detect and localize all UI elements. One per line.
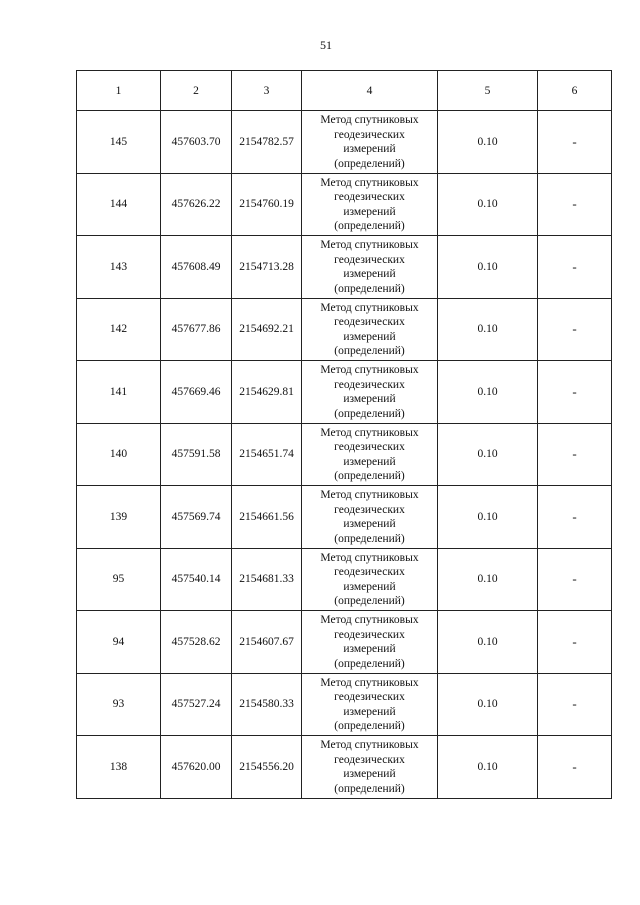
accuracy-cell: 0.10 xyxy=(438,111,538,174)
method-cell xyxy=(302,423,438,486)
x-coordinate-cell: 457527.24 xyxy=(161,673,232,736)
page-number: 51 xyxy=(320,38,332,52)
x-coordinate-cell: 457669.46 xyxy=(161,361,232,424)
method-line: измерений xyxy=(343,330,396,343)
y-coordinate-cell: 2154629.81 xyxy=(232,361,302,424)
table-row xyxy=(77,736,612,799)
note-cell: - xyxy=(538,423,612,486)
x-coordinate-cell: 457528.62 xyxy=(161,611,232,674)
y-coordinate-cell: 2154580.33 xyxy=(232,673,302,736)
point-number-cell: 95 xyxy=(77,548,161,611)
x-coordinate-cell: 457608.49 xyxy=(161,236,232,299)
y-coordinate-cell: 2154556.20 xyxy=(232,736,302,799)
method-line: измерений xyxy=(343,643,396,656)
column-header: 4 xyxy=(302,71,438,111)
method-line: (определений) xyxy=(334,720,405,733)
column-header: 3 xyxy=(232,71,302,111)
method-cell xyxy=(302,298,438,361)
method-line: (определений) xyxy=(334,657,405,670)
method-line: геодезических xyxy=(334,316,405,329)
y-coordinate-cell: 2154713.28 xyxy=(232,236,302,299)
y-coordinate-cell: 2154661.56 xyxy=(232,486,302,549)
point-number-cell: 144 xyxy=(77,173,161,236)
method-line: Метод спутниковых xyxy=(320,676,419,689)
x-coordinate-cell: 457540.14 xyxy=(161,548,232,611)
method-line: измерений xyxy=(343,768,396,781)
note-cell: - xyxy=(538,361,612,424)
table-row xyxy=(77,548,612,611)
point-number-cell: 93 xyxy=(77,673,161,736)
table-row xyxy=(77,673,612,736)
accuracy-cell: 0.10 xyxy=(438,486,538,549)
method-line: (определений) xyxy=(334,532,405,545)
point-number-cell: 142 xyxy=(77,298,161,361)
method-line: геодезических xyxy=(334,503,405,516)
accuracy-cell: 0.10 xyxy=(438,736,538,799)
accuracy-cell: 0.10 xyxy=(438,423,538,486)
note-cell: - xyxy=(538,236,612,299)
table-row xyxy=(77,236,612,299)
method-line: Метод спутниковых xyxy=(320,114,419,127)
method-line: измерений xyxy=(343,268,396,281)
y-coordinate-cell: 2154782.57 xyxy=(232,111,302,174)
point-number-cell: 141 xyxy=(77,361,161,424)
method-line: (определений) xyxy=(334,345,405,358)
point-number-cell: 145 xyxy=(77,111,161,174)
method-line: (определений) xyxy=(334,282,405,295)
note-cell: - xyxy=(538,486,612,549)
method-cell xyxy=(302,486,438,549)
y-coordinate-cell: 2154681.33 xyxy=(232,548,302,611)
x-coordinate-cell: 457591.58 xyxy=(161,423,232,486)
method-line: геодезических xyxy=(334,191,405,204)
method-line: Метод спутниковых xyxy=(320,739,419,752)
method-cell xyxy=(302,361,438,424)
method-line: измерений xyxy=(343,580,396,593)
note-cell: - xyxy=(538,736,612,799)
x-coordinate-cell: 457620.00 xyxy=(161,736,232,799)
method-line: (определений) xyxy=(334,470,405,483)
y-coordinate-cell: 2154760.19 xyxy=(232,173,302,236)
note-cell: - xyxy=(538,111,612,174)
x-coordinate-cell: 457626.22 xyxy=(161,173,232,236)
column-header: 5 xyxy=(438,71,538,111)
method-line: измерений xyxy=(343,205,396,218)
table-row xyxy=(77,173,612,236)
method-cell xyxy=(302,548,438,611)
y-coordinate-cell: 2154651.74 xyxy=(232,423,302,486)
method-line: Метод спутниковых xyxy=(320,426,419,439)
y-coordinate-cell: 2154692.21 xyxy=(232,298,302,361)
table-row xyxy=(77,486,612,549)
point-number-cell: 140 xyxy=(77,423,161,486)
method-line: (определений) xyxy=(334,782,405,795)
method-cell xyxy=(302,673,438,736)
column-header: 6 xyxy=(538,71,612,111)
note-cell: - xyxy=(538,673,612,736)
method-line: (определений) xyxy=(334,157,405,170)
method-line: геодезических xyxy=(334,753,405,766)
method-line: измерений xyxy=(343,705,396,718)
method-line: измерений xyxy=(343,393,396,406)
column-header: 1 xyxy=(77,71,161,111)
table-body xyxy=(77,111,612,799)
accuracy-cell: 0.10 xyxy=(438,548,538,611)
x-coordinate-cell: 457677.86 xyxy=(161,298,232,361)
accuracy-cell: 0.10 xyxy=(438,236,538,299)
method-line: Метод спутниковых xyxy=(320,614,419,627)
table-row xyxy=(77,423,612,486)
method-line: (определений) xyxy=(334,220,405,233)
table-row xyxy=(77,361,612,424)
method-line: геодезических xyxy=(334,628,405,641)
table-row xyxy=(77,611,612,674)
note-cell: - xyxy=(538,611,612,674)
table-header-row xyxy=(77,71,612,111)
method-line: геодезических xyxy=(334,566,405,579)
method-cell xyxy=(302,611,438,674)
coordinates-table xyxy=(76,70,612,799)
method-line: геодезических xyxy=(334,378,405,391)
method-line: геодезических xyxy=(334,691,405,704)
method-cell xyxy=(302,236,438,299)
method-cell xyxy=(302,111,438,174)
method-line: геодезических xyxy=(334,441,405,454)
method-line: Метод спутниковых xyxy=(320,301,419,314)
method-line: геодезических xyxy=(334,253,405,266)
method-line: геодезических xyxy=(334,128,405,141)
accuracy-cell: 0.10 xyxy=(438,611,538,674)
accuracy-cell: 0.10 xyxy=(438,298,538,361)
note-cell: - xyxy=(538,173,612,236)
y-coordinate-cell: 2154607.67 xyxy=(232,611,302,674)
method-line: Метод спутниковых xyxy=(320,489,419,502)
method-line: Метод спутниковых xyxy=(320,551,419,564)
column-header: 2 xyxy=(161,71,232,111)
table-row xyxy=(77,111,612,174)
point-number-cell: 138 xyxy=(77,736,161,799)
method-line: (определений) xyxy=(334,407,405,420)
point-number-cell: 139 xyxy=(77,486,161,549)
point-number-cell: 94 xyxy=(77,611,161,674)
method-line: измерений xyxy=(343,143,396,156)
accuracy-cell: 0.10 xyxy=(438,673,538,736)
method-line: Метод спутниковых xyxy=(320,239,419,252)
point-number-cell: 143 xyxy=(77,236,161,299)
method-cell xyxy=(302,173,438,236)
note-cell: - xyxy=(538,298,612,361)
table-row xyxy=(77,298,612,361)
method-line: измерений xyxy=(343,518,396,531)
accuracy-cell: 0.10 xyxy=(438,361,538,424)
method-line: (определений) xyxy=(334,595,405,608)
method-cell xyxy=(302,736,438,799)
x-coordinate-cell: 457603.70 xyxy=(161,111,232,174)
x-coordinate-cell: 457569.74 xyxy=(161,486,232,549)
method-line: Метод спутниковых xyxy=(320,176,419,189)
note-cell: - xyxy=(538,548,612,611)
accuracy-cell: 0.10 xyxy=(438,173,538,236)
method-line: измерений xyxy=(343,455,396,468)
method-line: Метод спутниковых xyxy=(320,364,419,377)
